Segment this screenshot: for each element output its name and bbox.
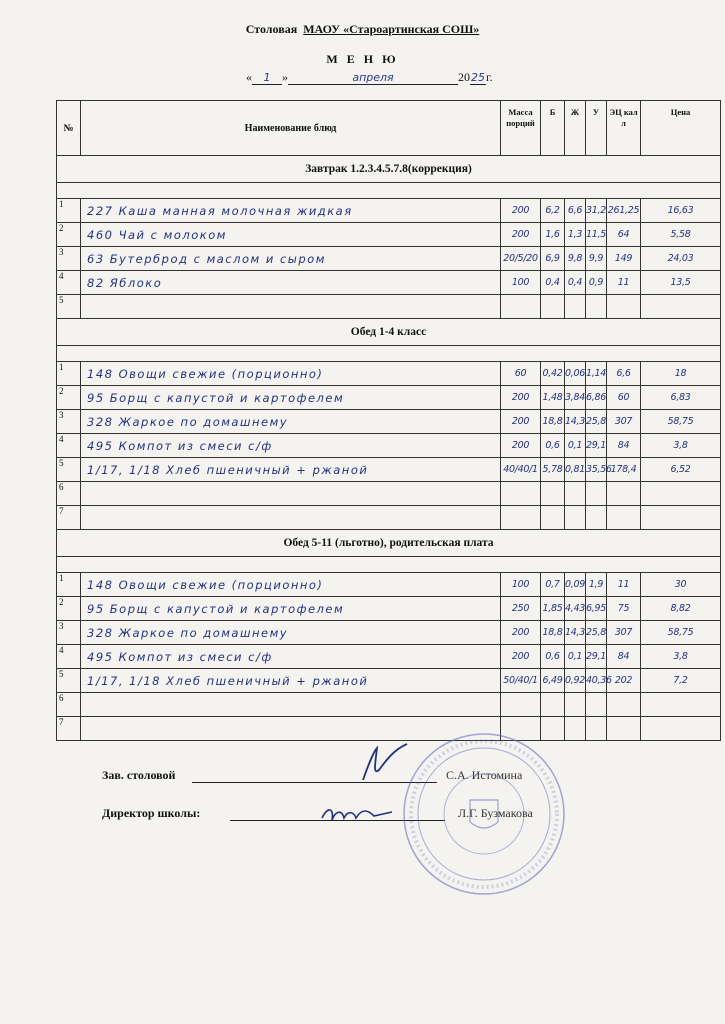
table-row [57,386,721,410]
section-title: Завтрак 1.2.3.4.5.7.8(коррекция) [57,156,721,183]
table-header-row [57,101,721,156]
row-number: 2 [57,223,81,247]
section-row [57,530,721,557]
dish-name [81,693,501,717]
row-number: 3 [57,247,81,271]
director-name: Л.Г. Бузмакова [458,806,533,820]
cell-u [586,482,607,506]
row-number: 5 [57,295,81,319]
spacer-row [57,557,721,573]
dish-name: 95 Борщ с капустой и картофелем [81,386,501,410]
cell-price: 3,8 [641,645,721,669]
cell-mass: 60 [501,362,541,386]
cell-mass: 250 [501,597,541,621]
cell-ek [607,506,641,530]
cell-zh: 0,09 [565,573,586,597]
table-row [57,717,721,741]
dish-name: 227 Каша манная молочная жидкая [81,199,501,223]
date-month: апреля [288,71,458,85]
table-row [57,506,721,530]
cell-zh: 4,43 [565,597,586,621]
row-number: 1 [57,199,81,223]
col-b: Б [541,101,565,156]
dish-name [81,482,501,506]
cell-u: 29,1 [586,434,607,458]
row-number: 4 [57,271,81,295]
cell-zh [565,482,586,506]
cell-price: 6,52 [641,458,721,482]
section-row [57,319,721,346]
dish-name: 495 Компот из смеси с/ф [81,645,501,669]
cell-price [641,717,721,741]
cell-ek: 60 [607,386,641,410]
cell-b: 6,2 [541,199,565,223]
col-price: Цена [641,101,721,156]
col-u: У [586,101,607,156]
cell-u: 31,2 [586,199,607,223]
cell-u: 0,9 [586,271,607,295]
cell-ek: 11 [607,573,641,597]
cell-ek: 6,6 [607,362,641,386]
cell-price: 8,82 [641,597,721,621]
school-stamp [400,730,568,898]
table-row [57,295,721,319]
document-title: Столовая МАОУ «Староартинская СОШ» [245,22,480,36]
table-row [57,573,721,597]
cell-b: 1,85 [541,597,565,621]
cell-b: 5,78 [541,458,565,482]
cell-u: 29,1 [586,645,607,669]
cell-b: 18,8 [541,410,565,434]
cell-zh: 0,1 [565,434,586,458]
table-row [57,621,721,645]
col-zh: Ж [565,101,586,156]
cell-mass: 40/40/1 [501,458,541,482]
cell-price: 13,5 [641,271,721,295]
dish-name [81,295,501,319]
section-title: Обед 5-11 (льготно), родительская плата [57,530,721,557]
dish-name: 82 Яблоко [81,271,501,295]
spacer-cell [57,557,721,573]
canteen-name: С.А. Истомина [446,768,523,782]
cell-mass [501,295,541,319]
cell-ek: 64 [607,223,641,247]
cell-ek: 307 [607,621,641,645]
cell-ek [607,717,641,741]
cell-b [541,693,565,717]
cell-b: 6,9 [541,247,565,271]
cell-zh [565,295,586,319]
table-row [57,199,721,223]
cell-zh: 14,3 [565,410,586,434]
cell-b: 0,4 [541,271,565,295]
cell-u: 11,5 [586,223,607,247]
cell-b: 1,48 [541,386,565,410]
menu-table [56,100,721,741]
cell-mass [501,482,541,506]
director-label: Директор школы: [102,806,201,820]
dish-name [81,506,501,530]
cell-price: 3,8 [641,434,721,458]
school-name: МАОУ «Староартинская СОШ» [303,22,480,36]
cell-mass [501,506,541,530]
cell-ek: 84 [607,645,641,669]
cell-u [586,717,607,741]
section-row [57,156,721,183]
cell-price: 6,83 [641,386,721,410]
cell-zh: 0,92 [565,669,586,693]
table-row [57,434,721,458]
cell-zh: 1,3 [565,223,586,247]
col-name: Наименование блюд [81,101,501,156]
section-title: Обед 1-4 класс [57,319,721,346]
dish-name: 328 Жаркое по домашнему [81,410,501,434]
row-number: 1 [57,362,81,386]
cell-b: 0,6 [541,434,565,458]
cell-price: 18 [641,362,721,386]
cell-price: 5,58 [641,223,721,247]
cell-ek: 178,4 [607,458,641,482]
dish-name: 148 Овощи свежие (порционно) [81,362,501,386]
cell-price: 58,75 [641,621,721,645]
cell-price: 24,03 [641,247,721,271]
cell-mass: 20/5/20 [501,247,541,271]
dish-name: 63 Бутерброд с маслом и сыром [81,247,501,271]
cell-zh [565,506,586,530]
table-row [57,458,721,482]
cell-zh: 9,8 [565,247,586,271]
menu-title: М Е Н Ю [326,52,399,66]
col-no: № [57,101,81,156]
cell-u [586,693,607,717]
table-row [57,693,721,717]
row-number: 6 [57,693,81,717]
col-ek: ЭЦ кал л [607,101,641,156]
cell-b: 0,42 [541,362,565,386]
cell-mass [501,693,541,717]
cell-ek [607,693,641,717]
cell-u: 6,86 [586,386,607,410]
cell-ek: 75 [607,597,641,621]
row-number: 4 [57,434,81,458]
cell-u [586,295,607,319]
cell-ek [607,295,641,319]
cell-u: 35,56 [586,458,607,482]
cell-b: 0,7 [541,573,565,597]
cell-u: 1,14 [586,362,607,386]
table-row [57,597,721,621]
cell-price: 58,75 [641,410,721,434]
row-number: 7 [57,717,81,741]
cell-ek: 11 [607,271,641,295]
row-number: 5 [57,458,81,482]
cell-zh: 3,84 [565,386,586,410]
cell-price: 30 [641,573,721,597]
cell-ek: 149 [607,247,641,271]
spacer-row [57,346,721,362]
date-day: 1 [252,71,282,85]
cell-mass: 100 [501,271,541,295]
cell-u: 25,8 [586,621,607,645]
table-row [57,645,721,669]
cell-ek: 202 [607,669,641,693]
cell-u [586,506,607,530]
table-row [57,482,721,506]
table-row [57,669,721,693]
cell-mass: 50/40/1 [501,669,541,693]
row-number: 2 [57,597,81,621]
cell-mass: 100 [501,573,541,597]
cell-price: 16,63 [641,199,721,223]
cell-b: 18,8 [541,621,565,645]
cell-zh [565,693,586,717]
cell-b: 6,49 [541,669,565,693]
cell-mass: 200 [501,199,541,223]
row-number: 6 [57,482,81,506]
spacer-cell [57,183,721,199]
cell-price [641,506,721,530]
dish-name: 1/17, 1/18 Хлеб пшеничный + ржаной [81,458,501,482]
spacer-cell [57,346,721,362]
table-row [57,223,721,247]
cell-u: 40,36 [586,669,607,693]
cell-price [641,295,721,319]
cell-u: 25,8 [586,410,607,434]
cell-price [641,482,721,506]
dish-name: 1/17, 1/18 Хлеб пшеничный + ржаной [81,669,501,693]
director-signature-scribble [318,796,398,836]
cell-ek [607,482,641,506]
cell-mass: 200 [501,386,541,410]
canteen-label: Зав. столовой [102,768,176,782]
cell-zh: 0,81 [565,458,586,482]
table-row [57,362,721,386]
date-line: « 1 » апреля 2025г. [246,70,493,84]
cell-mass: 200 [501,223,541,247]
cell-b: 1,6 [541,223,565,247]
cell-b: 0,6 [541,645,565,669]
cell-zh: 0,1 [565,645,586,669]
cell-price: 7,2 [641,669,721,693]
table-row [57,271,721,295]
cell-b [541,295,565,319]
cell-mass: 200 [501,621,541,645]
row-number: 3 [57,410,81,434]
cell-mass: 200 [501,645,541,669]
dish-name: 328 Жаркое по домашнему [81,621,501,645]
dish-name: 460 Чай с молоком [81,223,501,247]
table-row [57,247,721,271]
cell-mass: 200 [501,434,541,458]
cell-u: 1,9 [586,573,607,597]
cell-price [641,693,721,717]
dish-name: 148 Овощи свежие (порционно) [81,573,501,597]
spacer-row [57,183,721,199]
row-number: 2 [57,386,81,410]
row-number: 1 [57,573,81,597]
dish-name: 495 Компот из смеси с/ф [81,434,501,458]
row-number: 4 [57,645,81,669]
cell-u: 6,95 [586,597,607,621]
cell-zh: 0,06 [565,362,586,386]
cell-mass: 200 [501,410,541,434]
row-number: 7 [57,506,81,530]
cell-u: 9,9 [586,247,607,271]
cell-zh: 14,3 [565,621,586,645]
cell-b [541,482,565,506]
cell-ek: 84 [607,434,641,458]
table-row [57,410,721,434]
dish-name: 95 Борщ с капустой и картофелем [81,597,501,621]
row-number: 3 [57,621,81,645]
cell-b [541,506,565,530]
row-number: 5 [57,669,81,693]
col-mass: Масса порций [501,101,541,156]
date-year: 25 [471,71,485,84]
cell-zh: 0,4 [565,271,586,295]
cell-zh: 6,6 [565,199,586,223]
cell-ek: 261,25 [607,199,641,223]
cell-ek: 307 [607,410,641,434]
